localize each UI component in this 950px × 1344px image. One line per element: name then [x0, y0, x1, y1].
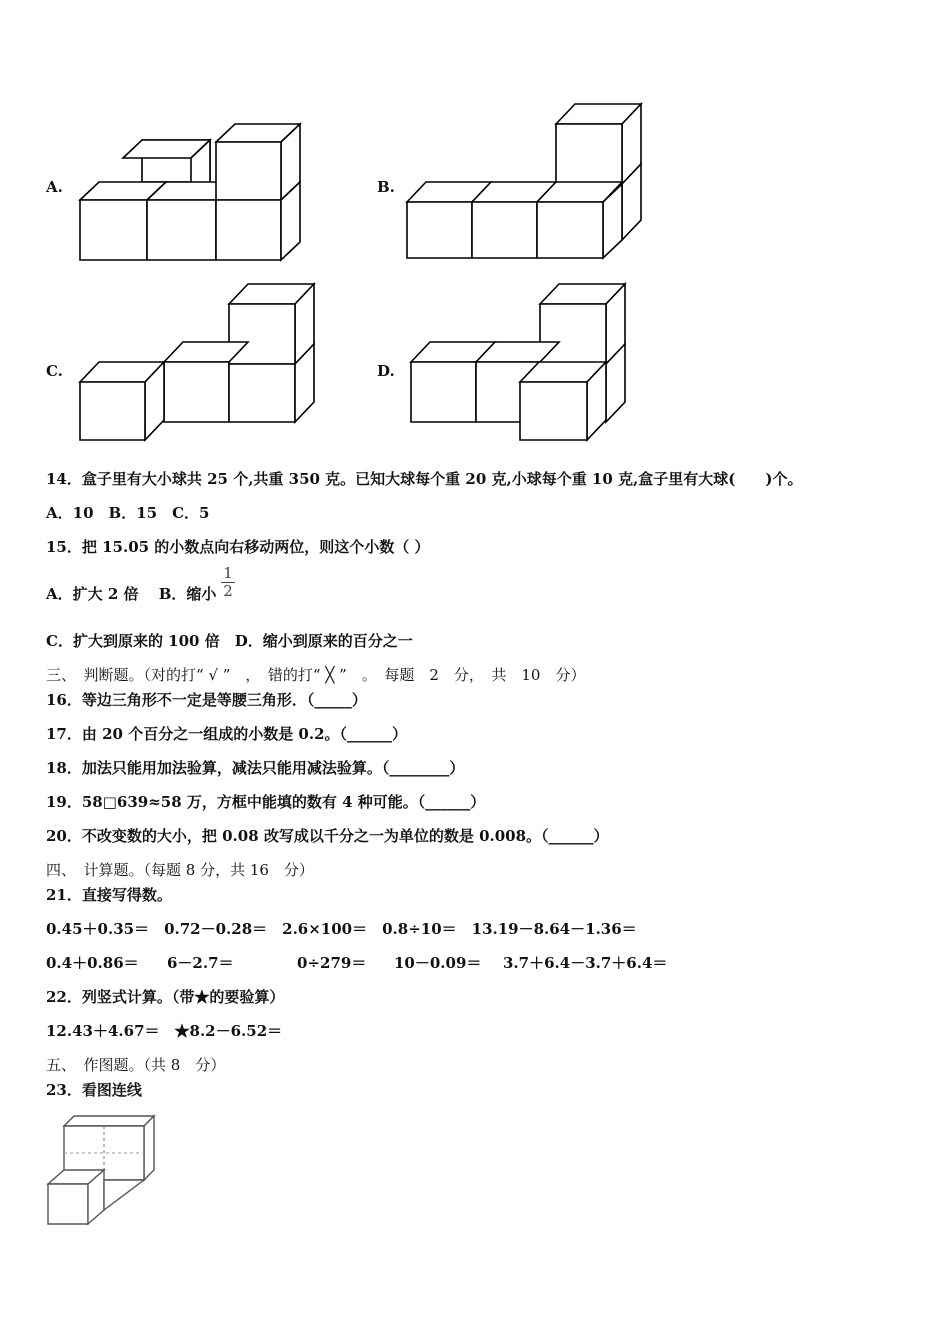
- calc-row-2-item-3: 0÷279＝: [297, 954, 367, 972]
- option-a-figure: [78, 120, 308, 265]
- option-c-figure: [78, 282, 318, 444]
- q16: 16．等边三角形不一定是等腰三角形．（_____）: [46, 691, 367, 709]
- q18: 18．加法只能用加法验算，减法只能用减法验算。（________）: [46, 759, 465, 777]
- calc-row-1: 0.45＋0.35＝ 0.72－0.28＝ 2.6×100＝ 0.8÷10＝ 13.19－8.64－1.36＝: [46, 920, 637, 938]
- section5-title: 五、 作图题。（共 8 分）: [46, 1056, 226, 1074]
- section4-title: 四、 计算题。（每题 8 分，共 16 分）: [46, 861, 314, 879]
- option-b-label: B.: [377, 178, 395, 196]
- q15-option-ab: A．扩大 2 倍 B．缩小: [46, 585, 217, 603]
- calc-row-2-item-2: 6－2.7＝: [167, 954, 234, 972]
- q21: 21．直接写得数。: [46, 886, 172, 904]
- fraction-denominator: 2: [223, 582, 233, 600]
- q22: 22．列竖式计算。（带★的要验算）: [46, 988, 285, 1006]
- q15-fraction: [221, 566, 235, 599]
- option-b-figure: [405, 100, 645, 265]
- q23-figure: [46, 1112, 158, 1230]
- calc-row-3: 12.43＋4.67＝ ★8.2－6.52＝: [46, 1022, 283, 1040]
- fraction-numerator: 1: [223, 564, 233, 582]
- q14-options: A．10 B．15 C．5: [46, 504, 210, 522]
- calc-row-2-item-1: 0.4＋0.86＝: [46, 954, 139, 972]
- q15-stem: 15．把 15.05 的小数点向右移动两位，则这个小数（ ）: [46, 538, 430, 556]
- option-c-label: C.: [46, 362, 63, 380]
- option-d-figure: [409, 282, 634, 444]
- q20: 20．不改变数的大小，把 0.08 改写成以千分之一为单位的数是 0.008。（______）: [46, 827, 609, 845]
- q14-stem: 14．盒子里有大小球共 25 个,共重 350 克。已知大球每个重 20 克,小球每个重 10 克,盒子里有大球( )个。: [46, 470, 803, 488]
- option-d-label: D.: [377, 362, 395, 380]
- section3-title: 三、 判断题。（对的打“ √ ” ， 错的打“ ╳ ” 。 每题 2 分， 共 10 分）: [46, 666, 586, 684]
- option-a-label: A.: [46, 178, 63, 196]
- calc-row-2-item-4: 10－0.09＝: [394, 954, 482, 972]
- q17: 17．由 20 个百分之一组成的小数是 0.2。（______）: [46, 725, 408, 743]
- q15-option-cd: C．扩大到原来的 100 倍 D．缩小到原来的百分之一: [46, 632, 413, 650]
- calc-row-2-item-5: 3.7＋6.4－3.7＋6.4＝: [503, 954, 668, 972]
- q19: 19．58□639≈58 万，方框中能填的数有 4 种可能。（______）: [46, 793, 486, 811]
- q23: 23．看图连线: [46, 1081, 142, 1099]
